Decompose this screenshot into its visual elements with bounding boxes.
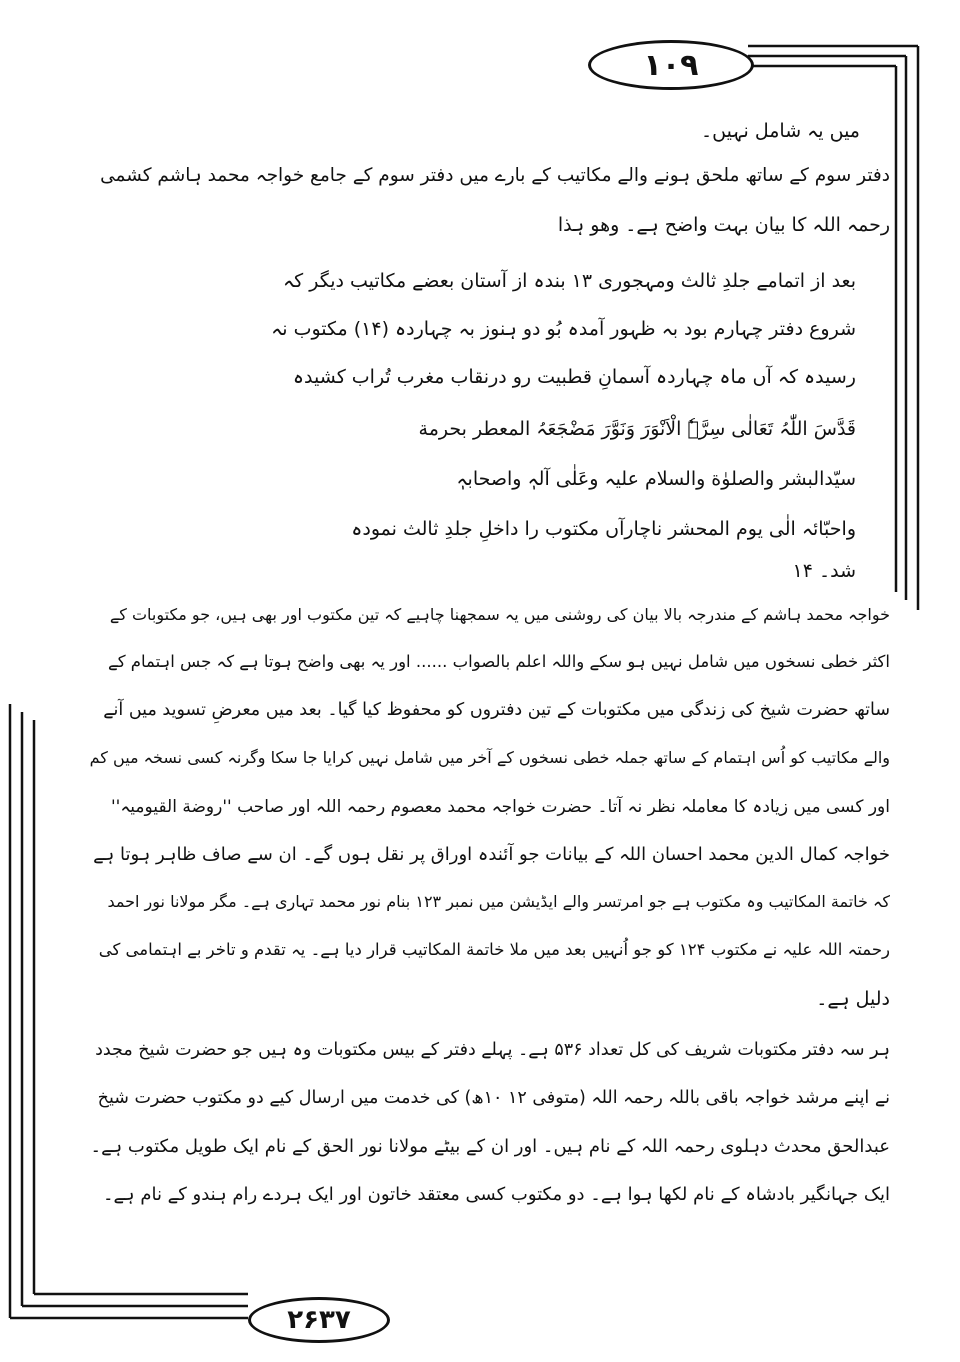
paragraph-3-line: عبدالحق محدث دہلوی رحمہ اللہ کے نام ہیں۔ اور ان کے بیٹے مولانا نور الحق کے نام ایک طویل مکتوب ہے۔: [90, 1136, 890, 1157]
page-number-top: ۱۰۹: [588, 40, 754, 90]
paragraph-2-line: رحمتہ اللہ علیہ نے مکتوب ۱۲۴ کو جو اُنہیں بعد میں ملا خاتمة المکاتیب قرار دیا ہے۔ یہ تقدم و تاخر بے اہتمامی کی: [98, 940, 890, 959]
quote-line: رسیدہ کہ آں ماہ چہاردہ آسمانِ قطبیت رو درنقاب مغرب تُراب کشیدہ: [292, 366, 856, 388]
paragraph-2-line: والے مکاتیب کو اُس اہتمام کے ساتھ جملہ خطی نسخوں کے آخر میں شامل نہیں کرایا جا سکا وگرنہ کسی نسخہ میں کم: [89, 748, 890, 767]
quote-line: بعد از اتمامے جلدِ ثالث ومہجوری ۱۳ بندہ از آستان بعضے مکاتیب دیگر کہ: [283, 270, 856, 292]
quote-line: واحبّائہ الٰی یوم المحشر ناچارآں مکتوب را داخلِ جلدِ ثالث نمودہ: [351, 518, 856, 540]
paragraph-3-line: ہر سہ دفتر مکتوبات شریف کی کل تعداد ۵۳۶ ہے۔ پہلے دفتر کے بیس مکتوبات وہ ہیں جو حضرت شیخ مجدد: [95, 1040, 890, 1060]
paragraph-3-line: نے اپنے مرشد خواجہ باقی باللہ رحمہ اللہ (متوفی ۱۲ ۱۰ھ) کی خدمت میں ارسال کیے دو مکتوب حضرت شیخ: [97, 1088, 890, 1108]
quote-line: قَدَّسَ اللّٰہُ تَعَالٰی سِرَّہٗ الْاَنْوَرَ وَنَوَّرَ مَضْجَعَہُ المعطر بحرمة: [418, 418, 856, 440]
quote-line: شروع دفتر چہارم بود بہ ظہور آمدہ بُو دو ہنوز بہ چہاردہ (۱۴) مکتوب نہ: [271, 318, 856, 340]
paragraph-2-line: اکثر خطی نسخوں میں شامل نہیں ہو سکے واللہ اعلم بالصواب ...... اور یہ بھی واضح ہوتا ہے کہ جس اہتمام کے: [108, 652, 890, 671]
paragraph-2-line: اور کسی میں زیادہ کا معاملہ نظر نہ آتا۔ حضرت خواجہ محمد معصوم رحمہ اللہ اور صاحب ''روضة القیومیہ'': [110, 797, 890, 817]
paragraph-2-line: کہ خاتمة المکاتیب وہ مکتوب ہے جو امرتسر والے ایڈیشن میں نمبر ۱۲۳ بنام نور محمد تہاری ہے۔ مگر مولانا نور احمد: [107, 892, 890, 911]
paragraph-2-line: ساتھ حضرت شیخ کی زندگی میں مکتوبات کے تین دفتروں کو محفوظ کیا گیا۔ بعد میں معرضِ تسوید میں آنے: [103, 700, 890, 720]
quote-line: شد۔ ۱۴: [792, 560, 856, 582]
paragraph-2-line: خواجہ کمال الدین محمد احسان اللہ کے بیانات جو آئندہ اوراق پر نقل ہوں گے۔ ان سے صاف ظاہر ہوتا ہے: [93, 844, 890, 865]
quote-line: سیّدالبشر والصلوٰة والسلام علیہ وعَلٰی آلہٖ واصحابہٖ: [456, 468, 856, 490]
paragraph-1-line: رحمہ اللہ کا بیان بہت واضح ہے۔ وھو ہذا: [557, 214, 890, 236]
paragraph-2-line: خواجہ محمد ہاشم کے مندرجہ بالا بیان کی روشنی میں یہ سمجھنا چاہیے کہ تین مکتوب اور بھی ہیں، جو مکتوبات کے: [109, 605, 890, 624]
intro-line: میں یہ شامل نہیں۔: [701, 120, 860, 142]
paragraph-2-line: دلیل ہے۔: [816, 988, 890, 1010]
paragraph-3-line: ایک جہانگیر بادشاہ کے نام لکھا ہوا ہے۔ دو مکتوب کسی معتقد خاتون اور ایک ہردے رام ہندو کے نام ہے۔: [102, 1184, 890, 1205]
page-number-bottom: ۲۶۳۷: [248, 1297, 390, 1343]
paragraph-1-line: دفتر سوم کے ساتھ ملحق ہونے والے مکاتیب کے بارے میں دفتر سوم کے جامع خواجہ محمد ہاشم کشمی: [100, 165, 890, 186]
